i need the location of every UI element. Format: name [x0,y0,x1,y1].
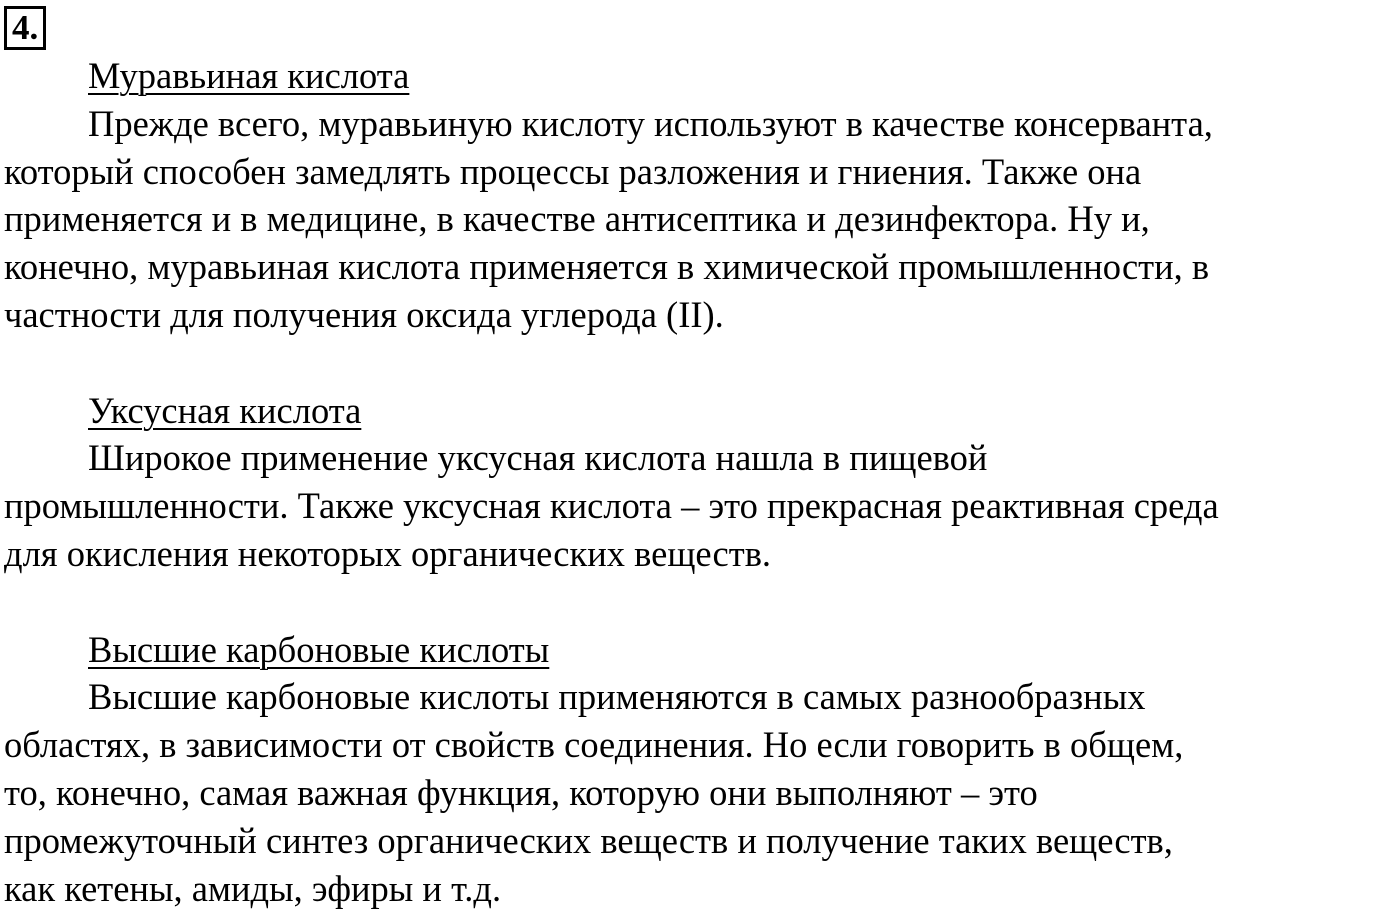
task-number-box: 4. [4,6,46,50]
section-acetic-acid [4,387,1400,578]
paragraph-line: областях, в зависимости от свойств соединения. Но если говорить в общем, [4,724,1184,766]
paragraph-line: для окисления некоторых органических веществ. [4,532,772,574]
section-formic-acid [4,52,1400,339]
paragraph-line: конечно, муравьиная кислота применяется в химической промышленности, в [4,246,1210,288]
paragraph-line: промышленности. Также уксусная кислота – это прекрасная реактивная среда [4,485,1219,527]
document-body [4,52,1400,912]
paragraph-line: Широкое применение уксусная кислота нашла в пищевой [88,437,988,479]
section-heading: Уксусная кислота [88,389,362,431]
section-higher-carboxylic-acids [4,626,1400,913]
paragraph-line: Высшие карбоновые кислоты применяются в самых разнообразных [88,676,1146,718]
paragraph-line: как кетены, амиды, эфиры и т.д. [4,867,502,909]
section-heading: Высшие карбоновые кислоты [88,628,550,670]
paragraph-line: то, конечно, самая важная функция, которую они выполняют – это [4,771,1038,813]
paragraph-line: который способен замедлять процессы разложения и гниения. Также она [4,150,1142,192]
paragraph-line: частности для получения оксида углерода (II). [4,293,724,335]
paragraph-line: применяется и в медицине, в качестве антисептика и дезинфектора. Ну и, [4,198,1150,240]
paragraph-line: Прежде всего, муравьиную кислоту используют в качестве консерванта, [88,102,1213,144]
paragraph-line: промежуточный синтез органических веществ и получение таких веществ, [4,819,1173,861]
section-heading: Муравьиная кислота [88,55,410,96]
